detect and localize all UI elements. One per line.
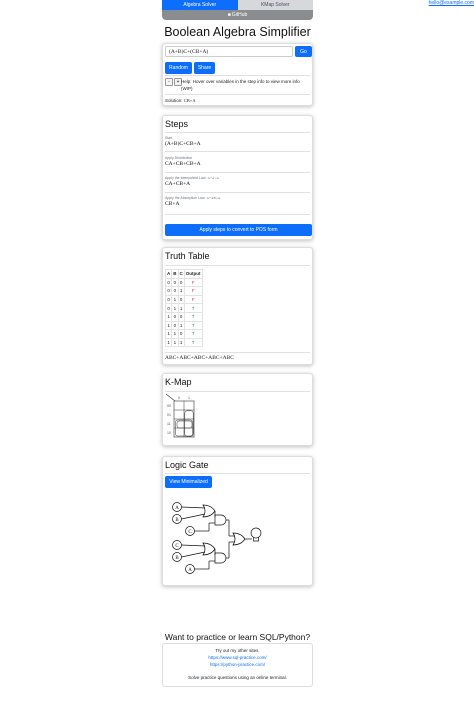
- table-row: [166, 278, 203, 287]
- cell: 1: [167, 314, 170, 320]
- share-button[interactable]: Share: [194, 62, 215, 74]
- table-row: [166, 287, 203, 296]
- divider: [165, 473, 310, 474]
- table-row: [166, 304, 203, 313]
- divider: [165, 192, 310, 193]
- kmap-row-label: 10: [167, 431, 171, 435]
- help-text: Help: Hover over variables in the step info to view more info (WIP): [181, 79, 300, 91]
- or-gate: [203, 505, 215, 517]
- logic-gate-card: [162, 456, 313, 586]
- random-button[interactable]: Random: [165, 62, 192, 74]
- output-bulb: [251, 528, 261, 538]
- kmap-grid: [165, 392, 215, 444]
- output-cell: F: [184, 295, 202, 304]
- step-label: Apply the Idempotent Law:: [165, 176, 207, 180]
- cell: 1: [167, 331, 170, 337]
- footer-line: Solve practice questions using an online terminal.: [188, 675, 287, 680]
- solver-card: [162, 43, 313, 106]
- step-expression: CA+CB+A: [165, 181, 191, 187]
- kmap-card: [162, 373, 313, 446]
- kmap-row-label: 00: [167, 404, 171, 408]
- divider: [165, 75, 310, 76]
- output-cell: F: [184, 278, 202, 287]
- page-title: Boolean Algebra Simplifier: [164, 25, 311, 39]
- github-icon: ■: [227, 12, 231, 18]
- output-cell: T: [184, 312, 202, 321]
- go-button[interactable]: Go: [295, 46, 312, 57]
- cell: 0: [173, 288, 177, 294]
- cell: 1: [167, 322, 170, 328]
- contact-link[interactable]: hello@example.com: [428, 0, 474, 6]
- github-label: GitHub: [231, 12, 248, 18]
- divider: [165, 172, 310, 173]
- column-header: C: [179, 271, 183, 277]
- step-label: Apply the Absorption Law:: [165, 196, 206, 200]
- kmap-row-label: 01: [167, 413, 171, 417]
- input-label: C: [175, 543, 179, 549]
- sql-practice-link[interactable]: https://www.sql-practice.com/: [208, 655, 267, 660]
- table-row: [166, 321, 203, 330]
- divider: [165, 265, 310, 266]
- zoom-in-button[interactable]: +: [174, 78, 182, 86]
- column-header: Output: [185, 271, 201, 277]
- footer-line: Try out my other sites.: [215, 648, 260, 653]
- divider: [165, 151, 310, 152]
- convert-pos-button[interactable]: Apply steps to convert to POS form: [165, 224, 312, 236]
- divider: [165, 132, 310, 133]
- logic-circuit-diagram: [165, 497, 265, 582]
- step-label: Start: [165, 136, 173, 140]
- table-header-row: [166, 270, 203, 279]
- cell: 0: [167, 305, 170, 311]
- input-label: A: [188, 567, 192, 573]
- sop-expression: ABC+ABC+ABC+ABC+ABC: [165, 355, 234, 361]
- kmap-col-label: 1: [188, 396, 190, 400]
- kmap-row-label: 11: [167, 422, 171, 426]
- divider: [165, 94, 310, 95]
- cell: 1: [167, 340, 170, 346]
- divider: [165, 214, 310, 215]
- tab-kmap-solver[interactable]: KMap Solver: [238, 0, 314, 10]
- truth-table-card: [162, 247, 313, 365]
- cell: 1: [173, 305, 177, 311]
- cell: 1: [173, 297, 177, 303]
- footer-box: [162, 643, 313, 687]
- cell: 1: [179, 322, 183, 328]
- cell: 0: [167, 279, 170, 285]
- steps-title: Steps: [165, 119, 189, 129]
- step-label-row: [165, 176, 219, 180]
- tab-algebra-solver[interactable]: Algebra Solver: [162, 0, 238, 10]
- output-cell: F: [184, 287, 202, 296]
- divider: [165, 352, 310, 353]
- view-minimalized-button[interactable]: View Minimalized: [165, 476, 212, 488]
- and-gate: [215, 515, 226, 525]
- step-expression: (A+B)C+CB+A: [165, 141, 201, 147]
- step-label: Apply Distribution: [165, 156, 193, 160]
- kmap-title: K-Map: [165, 377, 192, 387]
- truth-table: [165, 269, 203, 347]
- zoom-out-button[interactable]: -: [165, 78, 173, 86]
- cell: 0: [173, 314, 177, 320]
- table-row: [166, 338, 203, 347]
- cell: 0: [179, 279, 183, 285]
- cell: 1: [179, 288, 183, 294]
- solution-value: CB+A: [183, 98, 196, 103]
- cell: 0: [167, 297, 170, 303]
- output-cell: T: [184, 330, 202, 339]
- step-law[interactable]: A+A=A: [207, 176, 219, 180]
- footer-title: Want to practice or learn SQL/Python?: [164, 632, 311, 642]
- table-row: [166, 312, 203, 321]
- truth-table-title: Truth Table: [165, 251, 210, 261]
- step-label-row: [165, 196, 220, 200]
- output-cell: T: [184, 304, 202, 313]
- output-cell: T: [184, 338, 202, 347]
- step-law[interactable]: A+AB=A: [206, 196, 221, 200]
- table-row: [166, 330, 203, 339]
- cell: 1: [179, 340, 183, 346]
- cell: 0: [179, 331, 183, 337]
- cell: 1: [173, 340, 177, 346]
- solution-row: [165, 98, 196, 103]
- kmap-col-label: 0: [178, 396, 180, 400]
- and-gate: [215, 553, 226, 563]
- input-label: C: [188, 529, 192, 535]
- cell: 0: [179, 297, 183, 303]
- step-expression: CA+CB+CB+A: [165, 161, 201, 167]
- table-row: [166, 295, 203, 304]
- python-practice-link[interactable]: https://python-practice.com/: [209, 662, 266, 667]
- or-gate: [203, 543, 215, 555]
- cell: 1: [179, 305, 183, 311]
- output-cell: T: [184, 321, 202, 330]
- column-header: A: [167, 271, 171, 277]
- expression-input[interactable]: (A+B)C+(CB+A): [165, 46, 293, 57]
- input-label: B: [175, 555, 179, 561]
- solver-tabs: [162, 0, 313, 10]
- solution-label: Solution:: [165, 98, 183, 103]
- cell: 0: [173, 279, 177, 285]
- cell: 0: [173, 322, 177, 328]
- input-label: A: [175, 505, 179, 511]
- or-gate: [233, 533, 245, 545]
- column-header: B: [173, 271, 177, 277]
- steps-card: [162, 115, 313, 240]
- logic-gate-title: Logic Gate: [165, 460, 209, 470]
- input-label: B: [175, 517, 179, 523]
- cell: 1: [173, 331, 177, 337]
- github-link[interactable]: [162, 10, 313, 20]
- step-expression: CB+A: [165, 201, 180, 207]
- cell: 0: [179, 314, 183, 320]
- cell: 0: [167, 288, 170, 294]
